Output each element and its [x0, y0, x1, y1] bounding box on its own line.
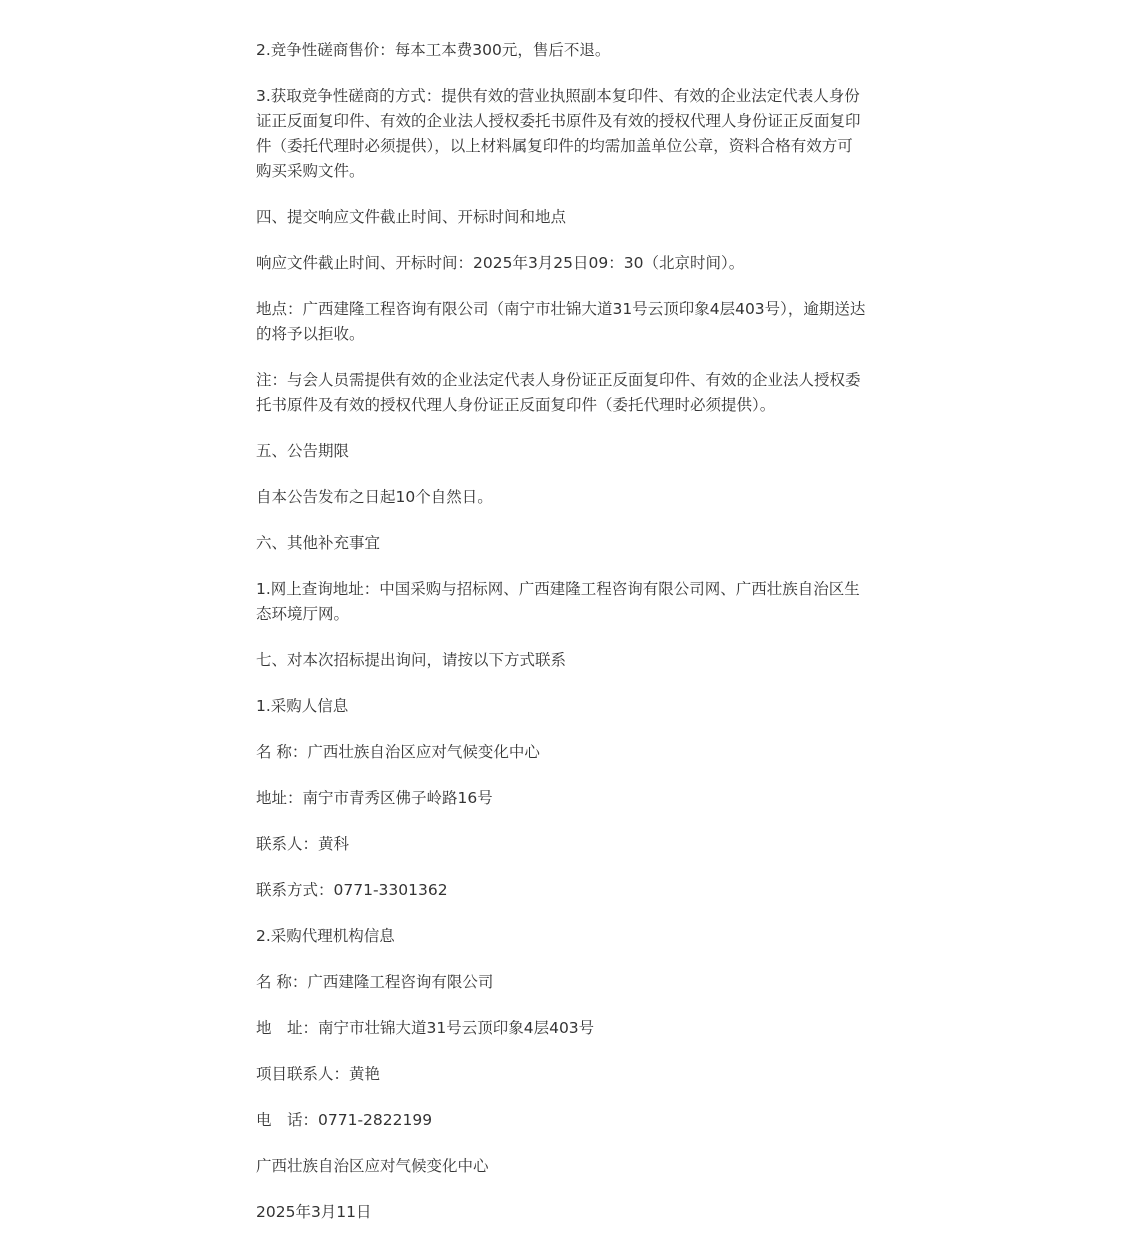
purchaser-phone: 联系方式：0771-3301362: [256, 881, 448, 899]
attendee-note: 注：与会人员需提供有效的企业法定代表人身份证正反面复印件、有效的企业法人授权委托书原件及有效的授权代理人身份证正反面复印件（委托代理时必须提供）。: [256, 371, 861, 414]
section-heading-contact: 七、对本次招标提出询问，请按以下方式联系: [256, 651, 567, 669]
submission-location: 地点：广西建隆工程咨询有限公司（南宁市壮锦大道31号云顶印象4层403号），逾期送达的将予以拒收。: [256, 300, 866, 343]
signature-date: 2025年3月11日: [256, 1203, 372, 1221]
price-paragraph: 2.竞争性磋商售价：每本工本费300元，售后不退。: [256, 41, 611, 59]
online-query-address: 1.网上查询地址：中国采购与招标网、广西建隆工程咨询有限公司网、广西壮族自治区生态环境厅网。: [256, 580, 860, 623]
announcement-body: [256, 38, 868, 1246]
notice-period: 自本公告发布之日起10个自然日。: [256, 488, 493, 506]
deadline-time: 响应文件截止时间、开标时间：2025年3月25日09：30（北京时间）。: [256, 254, 745, 272]
signature-organization: 广西壮族自治区应对气候变化中心: [256, 1157, 489, 1175]
section-heading-notice-period: 五、公告期限: [256, 442, 350, 460]
section-heading-other-matters: 六、其他补充事宜: [256, 534, 381, 552]
purchaser-contact-person: 联系人：黄科: [256, 835, 350, 853]
agency-phone: 电 话：0771-2822199: [256, 1111, 433, 1129]
purchaser-address: 地址：南宁市青秀区佛子岭路16号: [256, 789, 493, 807]
section-heading-deadline: 四、提交响应文件截止时间、开标时间和地点: [256, 208, 567, 226]
agency-address: 地 址：南宁市壮锦大道31号云顶印象4层403号: [256, 1019, 595, 1037]
agency-info-heading: 2.采购代理机构信息: [256, 927, 395, 945]
agency-name: 名 称：广西建隆工程咨询有限公司: [256, 973, 494, 991]
purchaser-info-heading: 1.采购人信息: [256, 697, 349, 715]
agency-contact-person: 项目联系人：黄艳: [256, 1065, 381, 1083]
purchaser-name: 名 称：广西壮族自治区应对气候变化中心: [256, 743, 540, 761]
acquisition-method-paragraph: 3.获取竞争性磋商的方式：提供有效的营业执照副本复印件、有效的企业法定代表人身份证正反面复印件、有效的企业法人授权委托书原件及有效的授权代理人身份证正反面复印件（委托代理时必须提供），以上材料属复印件的均需加盖单位公章，资料合格有效方可购买采购文件。: [256, 87, 861, 180]
